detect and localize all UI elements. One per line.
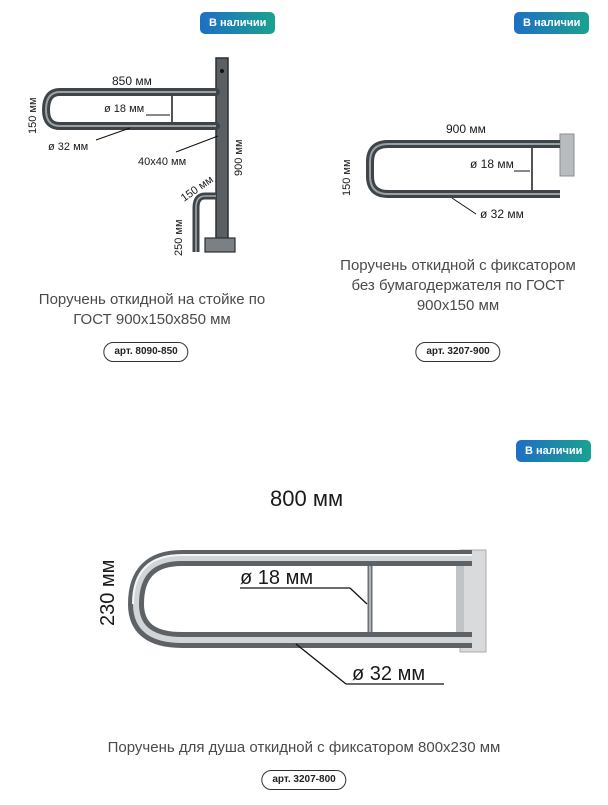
product-card-3207-900[interactable] xyxy=(304,0,608,380)
dim-foot-width: 150 мм xyxy=(178,173,216,205)
product-card-8090-850[interactable] xyxy=(0,0,304,380)
article-badge: арт. 3207-800 xyxy=(261,770,346,790)
dim-inner: ø 18 мм xyxy=(470,157,514,171)
dim-height: 230 мм xyxy=(97,559,119,626)
product-card-3207-800[interactable] xyxy=(0,430,608,805)
dim-post-height: 900 мм xyxy=(233,139,245,176)
dim-foot-height: 250 мм xyxy=(173,219,185,256)
product-image[interactable] xyxy=(0,40,304,310)
product-image[interactable] xyxy=(304,40,608,250)
dim-length: 800 мм xyxy=(270,486,344,511)
in-stock-badge: В наличии xyxy=(516,440,591,462)
product-title[interactable]: Поручень откидной на стойке по ГОСТ 900х150х850 мм xyxy=(38,291,266,328)
dim-post: 40х40 мм xyxy=(138,156,187,168)
product-image[interactable] xyxy=(84,460,604,690)
dim-inner: ø 18 мм xyxy=(104,103,145,115)
dim-height: 150 мм xyxy=(341,159,353,196)
dim-inner: ø 18 мм xyxy=(240,567,314,589)
dim-outer: ø 32 мм xyxy=(352,663,426,685)
dim-length: 900 мм xyxy=(446,122,486,136)
in-stock-badge: В наличии xyxy=(514,12,589,34)
product-title[interactable]: Поручень откидной с фиксатором без бумагодержателя по ГОСТ 900х150 мм xyxy=(340,257,576,314)
dim-outer: ø 32 мм xyxy=(48,141,89,153)
article-badge: арт. 3207-900 xyxy=(415,342,500,362)
dim-length: 850 мм xyxy=(112,74,152,88)
dim-outer: ø 32 мм xyxy=(480,207,524,221)
article-badge: арт. 8090-850 xyxy=(103,342,188,362)
dim-height: 150 мм xyxy=(27,97,39,134)
product-title[interactable]: Поручень для душа откидной с фиксатором 800х230 мм xyxy=(107,739,501,756)
in-stock-badge: В наличии xyxy=(200,12,275,34)
